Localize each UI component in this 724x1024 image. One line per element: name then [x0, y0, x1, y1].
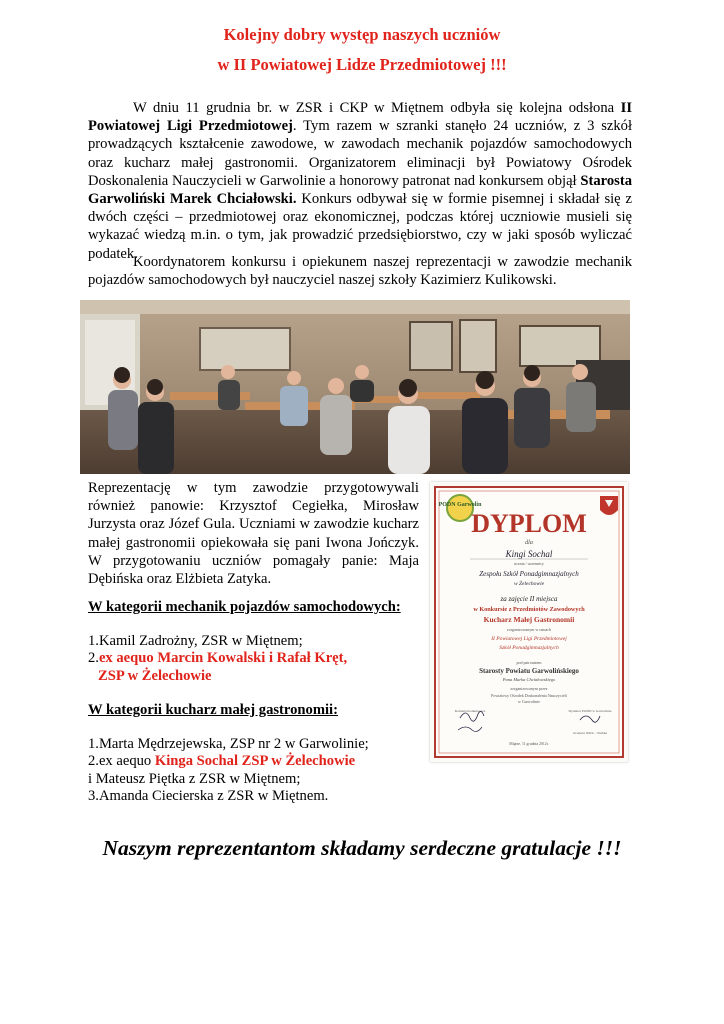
diploma-place: za zajęcie II miejsca	[500, 595, 558, 603]
diploma-director: Grażyna Witek – Wolska	[572, 731, 608, 735]
diploma-date: Miętne, 11 grudnia 2012r.	[509, 742, 549, 746]
mechanic-heading: W kategorii mechanik pojazdów samochodowych:	[88, 599, 401, 615]
intro-text: W dniu 11 grudnia br. w ZSR i CKP w Miętnem odbyła się kolejna odsłona	[133, 100, 621, 116]
diploma-field: Kucharz Małej Gastronomii	[483, 615, 575, 624]
cook-result-2-cont: i Mateusz Piętka z ZSR w Miętnem;	[88, 771, 301, 787]
diploma-image	[430, 482, 628, 762]
diploma-recipient-caption: ucznia / uczennicy	[514, 561, 544, 566]
diploma-org-by: zorganizowanym przez	[510, 686, 548, 691]
cook-result-3: 3.Amanda Ciecierska z ZSR w Miętnem.	[88, 788, 329, 804]
diploma-town: w Żelechowie	[513, 581, 545, 587]
diploma-school: Zespołu Szkół Ponadgimnazjalnych	[479, 570, 579, 578]
diploma-patron-caption: pod patronatem	[516, 660, 542, 665]
diploma-league-2: Szkół Ponadgimnazjalnych	[499, 645, 559, 651]
logo-text: PODN Garwolin	[438, 502, 482, 508]
cook-result-2	[88, 752, 355, 770]
article-title-line-1: Kolejny dobry występ naszych uczniów	[223, 25, 501, 44]
diploma-org-name: Powiatowy Ośrodek Doskonalenia Nauczycieli	[491, 693, 567, 698]
league-name: II Powiatowej Ligi Przedmiotowej	[88, 100, 632, 135]
coordinator-paragraph	[88, 253, 632, 289]
intro-middle: . Tym razem w szranki stanęło 24 uczniów, z 3 szkół prowadzących kształcenie zawodowe, w zawodach mechanik pojazdów samochodowych oraz kucharz małej gastronomii. Organizatorem eliminacji był Powiatowy Ośrodek Doskonalenia Nauczycieli w Garwolinie a honorowy patronat nad konkursem objął	[88, 118, 633, 189]
diploma-patron: Starosty Powiatu Garwolińskiego	[479, 667, 579, 675]
diploma-footer-left: Komisja Konkursowa	[454, 709, 486, 713]
patron-name: Starosta Garwoliński Marek Chciałowski.	[88, 172, 632, 208]
mechanic-result-2-prefix: 2.	[88, 650, 99, 666]
closing-line: Naszym reprezentantom składamy serdeczne gratulacje !!!	[102, 836, 622, 860]
cook-heading: W kategorii kucharz małej gastronomii:	[88, 702, 338, 718]
diploma-recipient: Kingi Sochal	[505, 549, 553, 559]
mechanic-result-1: 1.Kamil Zadrożny, ZSR w Miętnem;	[88, 633, 303, 649]
diploma-contest: w Konkursie z Przedmiotów Zawodowych	[473, 606, 585, 613]
diploma-patron-name: Pana Marka Chciałowskiego	[502, 677, 556, 682]
cook-result-2-prefix: 2.ex aequo	[88, 753, 155, 769]
cook-result-1: 1.Marta Mędrzejewska, ZSP nr 2 w Garwolinie;	[88, 736, 369, 752]
preparation-paragraph: Reprezentację w tym zawodzie przygotowywali również panowie: Krzysztof Cegiełka, Mirosław Jurzysta oraz Józef Gula. Uczniami w zawodzie kucharz małej gastronomii opiekowała się pani Iwona Jończyk. W przygotowaniu uczniów pomagały panie: Maja Dębińska oraz Elżbieta Zatyka.	[88, 480, 419, 588]
intro-end: Konkurs odbywał się w formie pisemnej i składał się z dwóch części – przedmiotowej oraz ekonomicznej, podczas której uczniowie musieli się wykazać wiedzą m.in. o tym, jak prowadzić przedsiębiorstwo, czy w jaki sposób wyliczać podatek.	[88, 191, 632, 262]
mechanic-result-2-school: ZSP w Żelechowie	[98, 668, 212, 684]
diploma-footer-right: Dyrektor PODN w Garwolinie	[568, 709, 612, 713]
diploma-org-caption: zorganizowanym w ramach	[506, 627, 552, 632]
cook-result-2-names: Kinga Sochal ZSP w Żelechowie	[154, 753, 356, 769]
diploma-dla: dla	[525, 540, 533, 546]
diploma-org-town: w Garwolinie	[518, 699, 540, 704]
article-title-line-2: w II Powiatowej Lidze Przedmiotowej !!!	[217, 55, 507, 74]
mechanic-result-2-names: ex aequo Marcin Kowalski i Rafał Kręt,	[98, 650, 348, 666]
diploma-league-1: II Powiatowej Ligi Przedmiotowej	[491, 636, 567, 642]
classroom-photo	[80, 300, 630, 474]
mechanic-result-2	[88, 649, 347, 667]
intro-paragraph	[88, 99, 632, 263]
coordinator-text: Koordynatorem konkursu i opiekunem naszej reprezentacji w zawodzie mechanik pojazdów samochodowych był nauczyciel naszej szkoły Kazimierz Kulikowski.	[88, 254, 632, 289]
coat-of-arms-icon	[600, 496, 618, 515]
diploma-heading: DYPLOM	[471, 509, 587, 538]
